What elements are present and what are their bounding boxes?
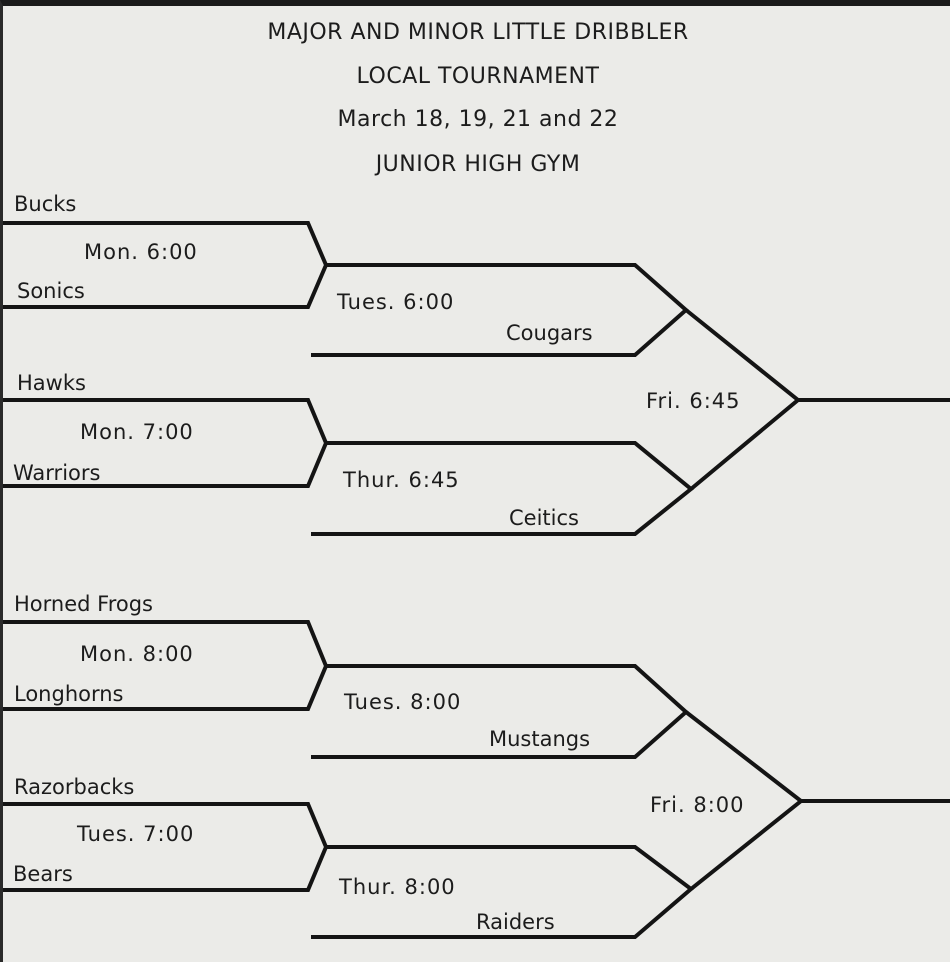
team-raiders: Raiders xyxy=(476,910,555,934)
team-razorbacks: Razorbacks xyxy=(14,775,135,799)
game-time-fri-800: Fri. 8:00 xyxy=(650,793,745,817)
game-time-tues-600: Tues. 6:00 xyxy=(337,290,455,314)
date-line: March 18, 19, 21 and 22 xyxy=(337,107,619,132)
game-time-fri-645: Fri. 6:45 xyxy=(646,389,741,413)
team-sonics: Sonics xyxy=(17,279,85,303)
game-time-mon-700: Mon. 7:00 xyxy=(80,420,194,444)
game-time-thur-645: Thur. 6:45 xyxy=(343,468,460,492)
team-longhorns: Longhorns xyxy=(14,682,124,706)
team-bears: Bears xyxy=(13,862,73,886)
team-celtics: Ceitics xyxy=(509,506,579,530)
team-hawks: Hawks xyxy=(17,371,86,395)
bracket-lines xyxy=(3,0,950,962)
team-horned-frogs: Horned Frogs xyxy=(14,592,153,616)
game-time-mon-800: Mon. 8:00 xyxy=(80,642,194,666)
team-mustangs: Mustangs xyxy=(489,727,591,751)
game-time-tues-800: Tues. 8:00 xyxy=(344,690,462,714)
game-time-tues-700: Tues. 7:00 xyxy=(77,822,195,846)
team-warriors: Warriors xyxy=(13,461,101,485)
venue-line: JUNIOR HIGH GYM xyxy=(375,152,581,177)
team-bucks: Bucks xyxy=(14,192,77,216)
title-line-1: MAJOR AND MINOR LITTLE DRIBBLER xyxy=(267,20,689,45)
team-cougars: Cougars xyxy=(506,321,593,345)
title-line-2: LOCAL TOURNAMENT xyxy=(356,64,600,89)
game-time-mon-600: Mon. 6:00 xyxy=(84,240,198,264)
game-time-thur-800: Thur. 8:00 xyxy=(339,875,456,899)
